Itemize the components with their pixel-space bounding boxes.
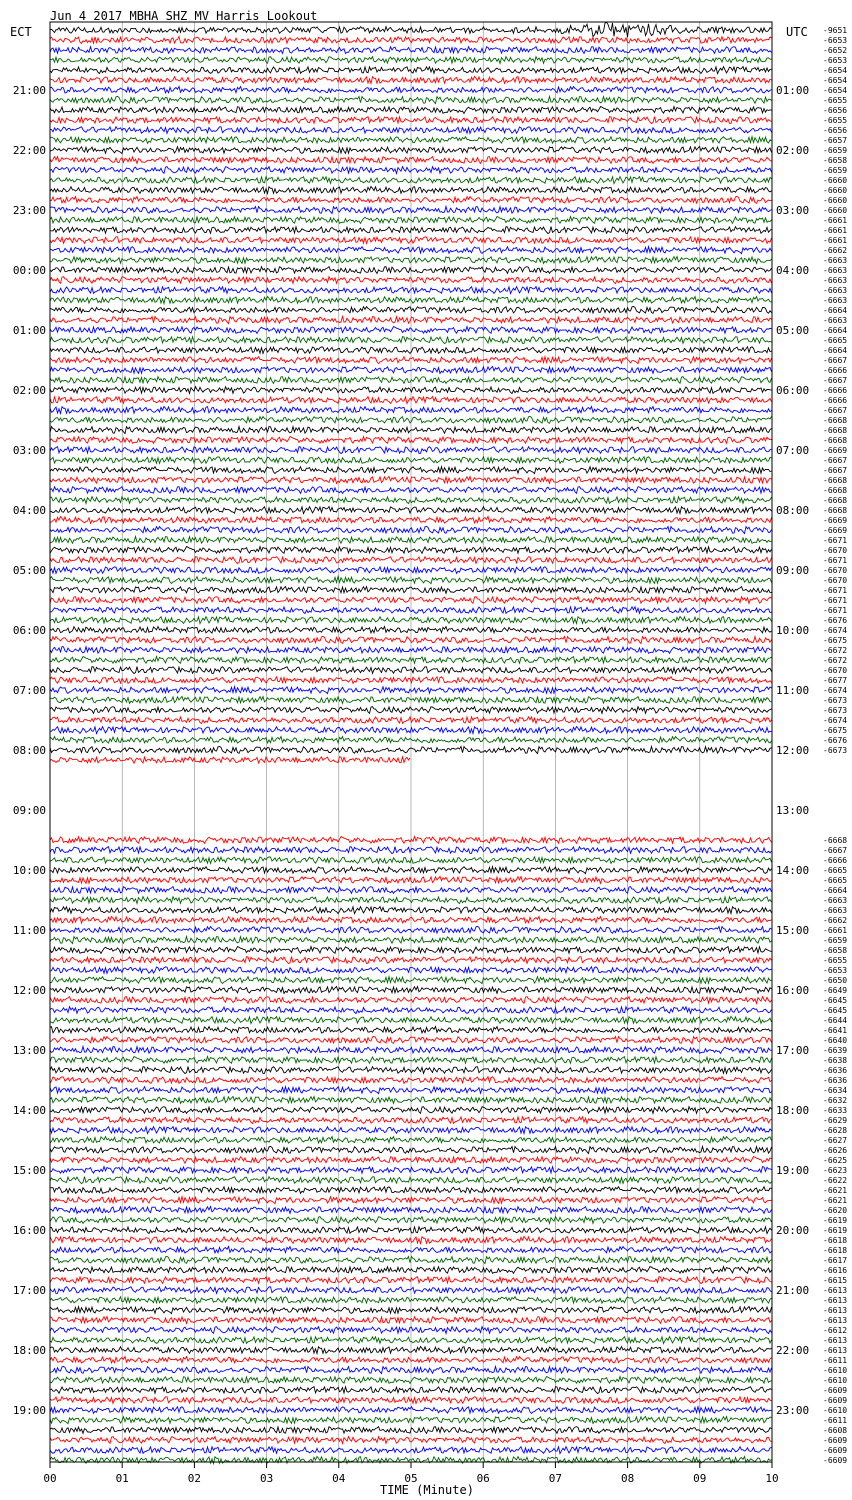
- row-value-label: -6664: [823, 326, 848, 335]
- row-value-label: -6613: [823, 1316, 848, 1325]
- row-value-label: -6659: [823, 166, 848, 175]
- row-value-label: -6663: [823, 896, 848, 905]
- row-value-label: -6670: [823, 576, 848, 585]
- x-tick-label: 01: [115, 1472, 129, 1485]
- row-value-label: -6667: [823, 376, 848, 385]
- left-hour-label: 11:00: [12, 924, 46, 937]
- row-value-label: -6613: [823, 1306, 848, 1315]
- row-value-label: -6613: [823, 1346, 848, 1355]
- row-value-label: -6627: [823, 1136, 848, 1145]
- row-value-label: -6621: [823, 1196, 848, 1205]
- row-value-label: -6622: [823, 1176, 848, 1185]
- right-hour-label: 02:00: [776, 144, 810, 157]
- row-value-label: -6676: [823, 736, 848, 745]
- row-value-label: -6661: [823, 236, 848, 245]
- left-hour-label: 15:00: [12, 1164, 46, 1177]
- row-value-label: -6670: [823, 566, 848, 575]
- x-tick-label: 05: [404, 1472, 418, 1485]
- left-hour-label: 16:00: [12, 1224, 46, 1237]
- row-value-label: -6663: [823, 256, 848, 265]
- right-hour-label: 07:00: [776, 444, 810, 457]
- row-value-label: -6653: [823, 56, 848, 65]
- row-value-label: -6663: [823, 296, 848, 305]
- row-value-label: -9651: [823, 26, 848, 35]
- row-value-label: -6625: [823, 1156, 848, 1165]
- chart-title: Jun 4 2017 MBHA SHZ MV Harris Lookout: [50, 9, 318, 23]
- left-hour-label: 12:00: [12, 984, 46, 997]
- row-value-label: -6660: [823, 186, 848, 195]
- row-value-label: -6629: [823, 1116, 848, 1125]
- row-value-label: -6654: [823, 66, 848, 75]
- row-value-label: -6645: [823, 1006, 848, 1015]
- row-value-label: -6666: [823, 856, 848, 865]
- row-value-label: -6655: [823, 116, 848, 125]
- row-value-label: -6636: [823, 1066, 848, 1075]
- row-value-label: -6668: [823, 476, 848, 485]
- row-value-label: -6673: [823, 696, 848, 705]
- row-value-label: -6668: [823, 436, 848, 445]
- right-hour-label: 05:00: [776, 324, 810, 337]
- right-hour-label: 09:00: [776, 564, 810, 577]
- row-value-label: -6660: [823, 176, 848, 185]
- row-value-label: -6623: [823, 1166, 848, 1175]
- row-value-label: -6654: [823, 86, 848, 95]
- row-value-label: -6613: [823, 1286, 848, 1295]
- row-value-label: -6660: [823, 196, 848, 205]
- row-value-label: -6611: [823, 1416, 848, 1425]
- row-value-label: -6626: [823, 1146, 848, 1155]
- x-tick-label: 03: [259, 1472, 274, 1485]
- row-value-label: -6665: [823, 876, 848, 885]
- row-value-label: -6633: [823, 1106, 848, 1115]
- row-value-label: -6663: [823, 316, 848, 325]
- row-value-label: -6653: [823, 966, 848, 975]
- row-value-label: -6655: [823, 96, 848, 105]
- left-hour-label: 01:00: [12, 324, 46, 337]
- row-value-label: -6667: [823, 456, 848, 465]
- row-value-label: -6673: [823, 706, 848, 715]
- right-hour-label: 19:00: [776, 1164, 810, 1177]
- row-value-label: -6667: [823, 356, 848, 365]
- x-tick-label: 10: [765, 1472, 779, 1485]
- row-value-label: -6618: [823, 1236, 848, 1245]
- row-value-label: -6669: [823, 526, 848, 535]
- row-value-label: -6659: [823, 146, 848, 155]
- row-value-label: -6610: [823, 1376, 848, 1385]
- left-hour-label: 17:00: [12, 1284, 46, 1297]
- row-value-label: -6617: [823, 1256, 848, 1265]
- row-value-label: -6674: [823, 626, 848, 635]
- left-hour-label: 14:00: [12, 1104, 46, 1117]
- row-value-label: -6609: [823, 1446, 848, 1455]
- row-value-label: -6665: [823, 866, 848, 875]
- row-value-label: -6663: [823, 276, 848, 285]
- row-value-label: -6672: [823, 646, 848, 655]
- row-value-label: -6638: [823, 1056, 848, 1065]
- right-hour-label: 23:00: [776, 1404, 810, 1417]
- right-hour-label: 15:00: [776, 924, 810, 937]
- row-value-label: -6671: [823, 556, 848, 565]
- row-value-label: -6668: [823, 486, 848, 495]
- left-hour-label: 09:00: [12, 804, 46, 817]
- row-value-label: -6665: [823, 336, 848, 345]
- row-value-label: -6670: [823, 546, 848, 555]
- row-value-label: -6668: [823, 836, 848, 845]
- row-value-label: -6655: [823, 956, 848, 965]
- row-value-label: -6672: [823, 656, 848, 665]
- row-value-label: -6667: [823, 406, 848, 415]
- x-tick-label: 00: [43, 1472, 57, 1485]
- right-hour-label: 22:00: [776, 1344, 810, 1357]
- right-hour-label: 08:00: [776, 504, 810, 517]
- row-value-label: -6652: [823, 46, 848, 55]
- row-value-label: -6653: [823, 36, 848, 45]
- row-value-label: -6645: [823, 996, 848, 1005]
- left-hour-label: 03:00: [12, 444, 46, 457]
- row-value-label: -6668: [823, 416, 848, 425]
- row-value-label: -6674: [823, 686, 848, 695]
- row-value-label: -6667: [823, 846, 848, 855]
- left-hour-label: 13:00: [12, 1044, 46, 1057]
- row-value-label: -6661: [823, 926, 848, 935]
- row-value-label: -6656: [823, 106, 848, 115]
- row-value-label: -6671: [823, 536, 848, 545]
- left-hour-label: 06:00: [12, 624, 46, 637]
- row-value-label: -6675: [823, 636, 848, 645]
- row-value-label: -6609: [823, 1396, 848, 1405]
- row-value-label: -6610: [823, 1406, 848, 1415]
- row-value-label: -6671: [823, 606, 848, 615]
- row-value-label: -6650: [823, 976, 848, 985]
- right-axis-label: UTC: [786, 25, 808, 39]
- row-value-label: -6666: [823, 396, 848, 405]
- left-hour-label: 04:00: [12, 504, 46, 517]
- left-axis-label: ECT: [10, 25, 32, 39]
- row-value-label: -6610: [823, 1366, 848, 1375]
- row-value-label: -6662: [823, 246, 848, 255]
- right-hour-label: 14:00: [776, 864, 810, 877]
- right-hour-label: 03:00: [776, 204, 810, 217]
- left-hour-label: 00:00: [12, 264, 46, 277]
- row-value-label: -6618: [823, 1246, 848, 1255]
- row-value-label: -6657: [823, 136, 848, 145]
- row-value-label: -6667: [823, 466, 848, 475]
- right-hour-label: 13:00: [776, 804, 810, 817]
- row-value-label: -6661: [823, 226, 848, 235]
- row-value-label: -6621: [823, 1186, 848, 1195]
- row-value-label: -6632: [823, 1096, 848, 1105]
- left-hour-label: 08:00: [12, 744, 46, 757]
- row-value-label: -6668: [823, 506, 848, 515]
- row-value-label: -6677: [823, 676, 848, 685]
- row-value-label: -6668: [823, 426, 848, 435]
- row-value-label: -6640: [823, 1036, 848, 1045]
- right-hour-label: 17:00: [776, 1044, 810, 1057]
- row-value-label: -6669: [823, 446, 848, 455]
- left-hour-label: 02:00: [12, 384, 46, 397]
- row-value-label: -6671: [823, 596, 848, 605]
- row-value-label: -6609: [823, 1436, 848, 1445]
- row-value-label: -6613: [823, 1296, 848, 1305]
- right-hour-label: 18:00: [776, 1104, 810, 1117]
- row-value-label: -6649: [823, 986, 848, 995]
- x-tick-label: 08: [620, 1472, 635, 1485]
- row-value-label: -6676: [823, 616, 848, 625]
- row-value-label: -6613: [823, 1336, 848, 1345]
- row-value-label: -6658: [823, 946, 848, 955]
- left-hour-label: 21:00: [12, 84, 46, 97]
- left-hour-label: 23:00: [12, 204, 46, 217]
- right-hour-label: 16:00: [776, 984, 810, 997]
- row-value-label: -6619: [823, 1226, 848, 1235]
- row-value-label: -6673: [823, 746, 848, 755]
- row-value-label: -6636: [823, 1076, 848, 1085]
- row-value-label: -6671: [823, 586, 848, 595]
- row-value-label: -6669: [823, 516, 848, 525]
- left-hour-label: 07:00: [12, 684, 46, 697]
- row-value-label: -6663: [823, 286, 848, 295]
- row-value-label: -6661: [823, 216, 848, 225]
- row-value-label: -6634: [823, 1086, 848, 1095]
- row-value-label: -6609: [823, 1386, 848, 1395]
- row-value-label: -6660: [823, 206, 848, 215]
- left-hour-label: 18:00: [12, 1344, 46, 1357]
- right-hour-label: 21:00: [776, 1284, 810, 1297]
- row-value-label: -6608: [823, 1426, 848, 1435]
- row-value-label: -6675: [823, 726, 848, 735]
- right-hour-label: 11:00: [776, 684, 810, 697]
- row-value-label: -6615: [823, 1276, 848, 1285]
- x-tick-label: 09: [693, 1472, 707, 1485]
- right-hour-label: 01:00: [776, 84, 810, 97]
- row-value-label: -6674: [823, 716, 848, 725]
- x-tick-label: 04: [332, 1472, 346, 1485]
- row-value-label: -6639: [823, 1046, 848, 1055]
- row-value-label: -6664: [823, 886, 848, 895]
- row-value-label: -6611: [823, 1356, 848, 1365]
- row-value-label: -6612: [823, 1326, 848, 1335]
- x-tick-label: 06: [476, 1472, 490, 1485]
- x-tick-label: 07: [548, 1472, 563, 1485]
- row-value-label: -6659: [823, 936, 848, 945]
- row-value-label: -6609: [823, 1456, 848, 1465]
- left-hour-label: 19:00: [12, 1404, 46, 1417]
- right-hour-label: 12:00: [776, 744, 810, 757]
- row-value-label: -6654: [823, 76, 848, 85]
- row-value-label: -6666: [823, 386, 848, 395]
- right-hour-label: 04:00: [776, 264, 810, 277]
- row-value-label: -6670: [823, 666, 848, 675]
- x-axis-label: TIME (Minute): [380, 1483, 474, 1497]
- right-hour-label: 10:00: [776, 624, 810, 637]
- row-value-label: -6664: [823, 346, 848, 355]
- row-value-label: -6663: [823, 266, 848, 275]
- row-value-label: -6616: [823, 1266, 848, 1275]
- row-value-label: -6628: [823, 1126, 848, 1135]
- row-value-label: -6619: [823, 1216, 848, 1225]
- row-value-label: -6644: [823, 1016, 848, 1025]
- row-value-label: -6663: [823, 906, 848, 915]
- row-value-label: -6666: [823, 366, 848, 375]
- row-value-label: -6656: [823, 126, 848, 135]
- left-hour-label: 05:00: [12, 564, 46, 577]
- row-value-label: -6664: [823, 306, 848, 315]
- row-value-label: -6662: [823, 916, 848, 925]
- left-hour-label: 22:00: [12, 144, 46, 157]
- right-hour-label: 06:00: [776, 384, 810, 397]
- row-value-label: -6668: [823, 496, 848, 505]
- row-value-label: -6658: [823, 156, 848, 165]
- row-value-label: -6641: [823, 1026, 848, 1035]
- right-hour-label: 20:00: [776, 1224, 810, 1237]
- x-tick-label: 02: [187, 1472, 202, 1485]
- left-hour-label: 10:00: [12, 864, 46, 877]
- row-value-label: -6620: [823, 1206, 848, 1215]
